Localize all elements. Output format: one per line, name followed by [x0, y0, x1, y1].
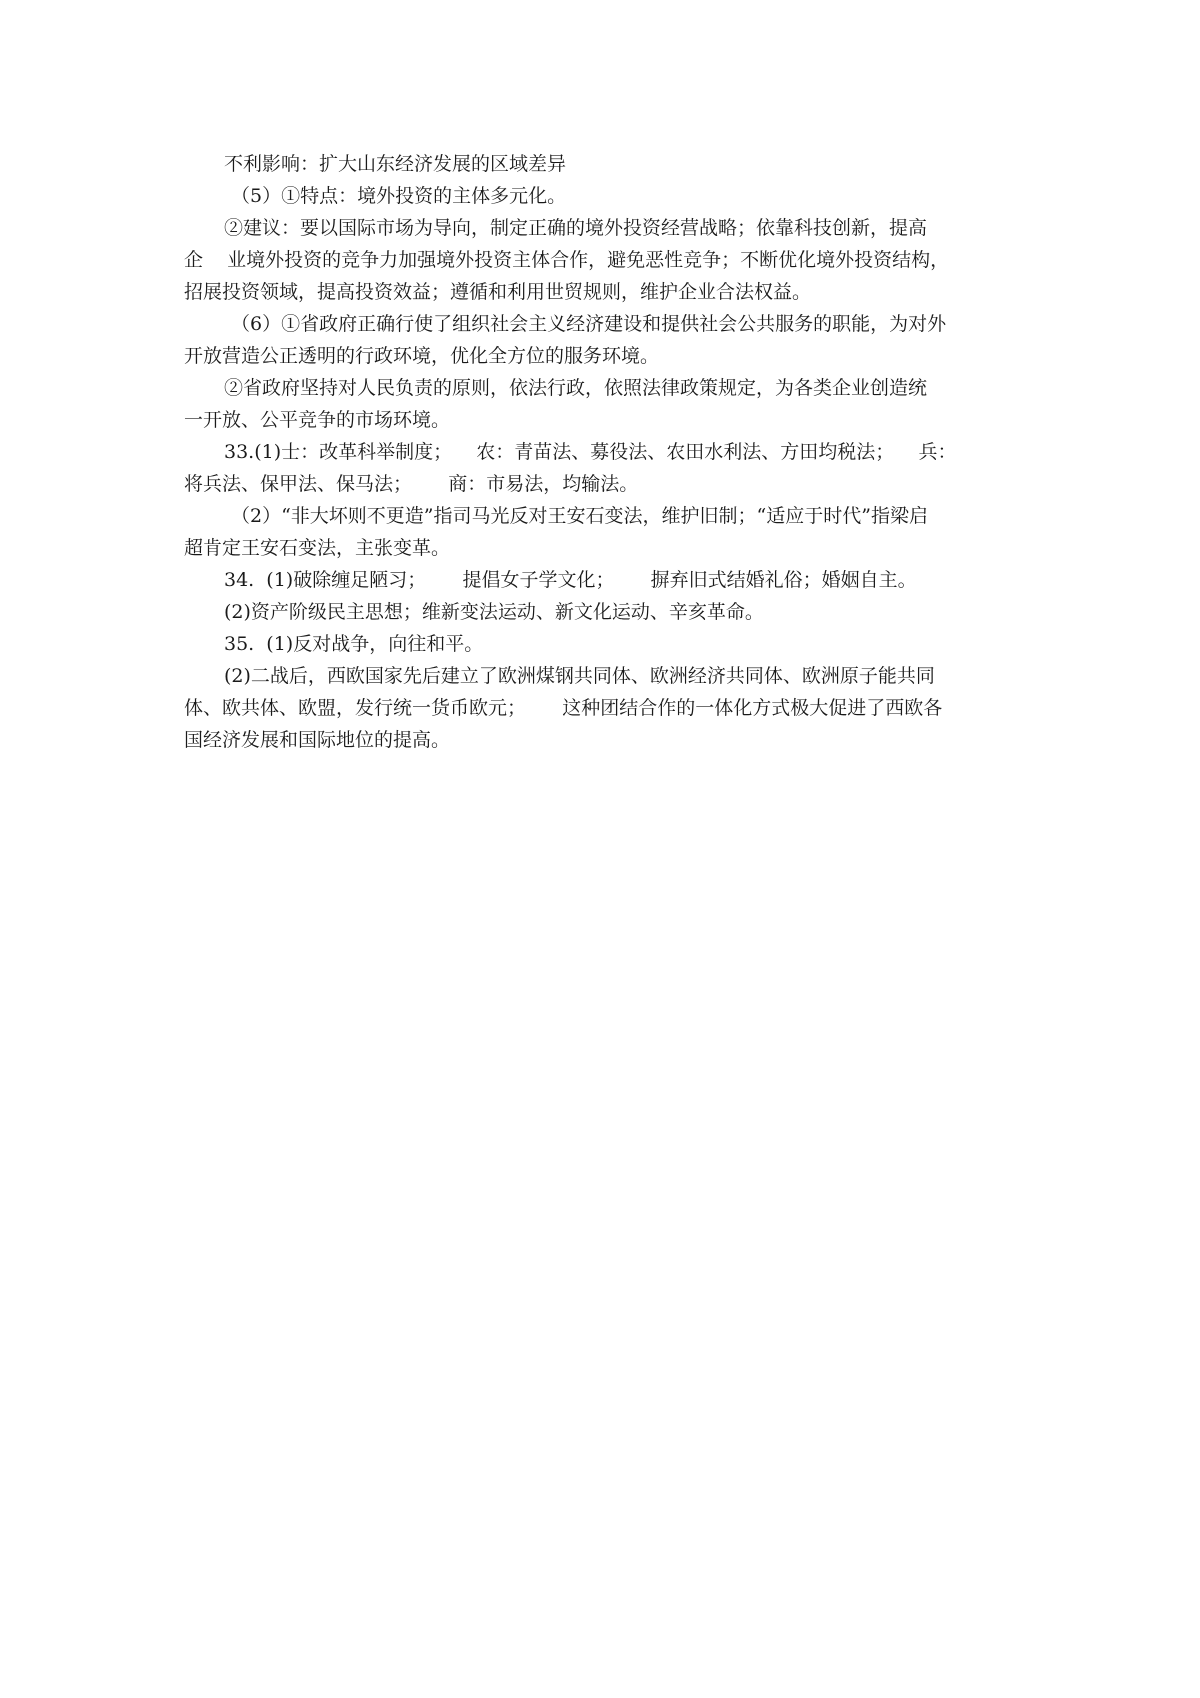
text-line: (2)资产阶级民主思想；维新变法运动、新文化运动、辛亥革命。 — [224, 601, 764, 623]
text-line: 不利影响：扩大山东经济发展的区域差异 — [224, 153, 567, 175]
text-line: （2）“非大坏则不更造”指司马光反对王安石变法，维护旧制；“适应于时代”指梁启 — [231, 505, 928, 527]
text-line: 体、欧共体、欧盟，发行统一货币欧元； 这种团结合作的一体化方式极大促进了西欧各 — [184, 697, 943, 719]
text-line: 一开放、公平竞争的市场环境。 — [184, 409, 451, 431]
text-line: (2)二战后，西欧国家先后建立了欧洲煤钢共同体、欧洲经济共同体、欧洲原子能共同 — [224, 665, 935, 687]
text-line: 33.(1)士：改革科举制度； 农：青苗法、募役法、农田水利法、方田均税法； 兵： — [224, 441, 957, 463]
text-line: 企 业境外投资的竞争力加强境外投资主体合作，避免恶性竞争；不断优化境外投资结构， — [184, 249, 950, 271]
text-line: ②省政府坚持对人民负责的原则，依法行政，依照法律政策规定，为各类企业创造统 — [224, 377, 928, 399]
text-line: 超肯定王安石变法，主张变革。 — [184, 537, 451, 559]
text-line: 招展投资领域，提高投资效益；遵循和利用世贸规则，维护企业合法权益。 — [184, 281, 812, 303]
text-line: 将兵法、保甲法、保马法； 商：市易法，均输法。 — [184, 473, 639, 495]
text-line: （6）①省政府正确行使了组织社会主义经济建设和提供社会公共服务的职能，为对外 — [231, 313, 947, 335]
text-line: （5）①特点：境外投资的主体多元化。 — [231, 185, 567, 207]
text-line: 开放营造公正透明的行政环境，优化全方位的服务环境。 — [184, 345, 660, 367]
text-line: 国经济发展和国际地位的提高。 — [184, 729, 451, 751]
text-line: 35. (1)反对战争，向往和平。 — [224, 633, 484, 655]
text-line: ②建议：要以国际市场为导向，制定正确的境外投资经营战略；依靠科技创新，提高 — [224, 217, 928, 239]
answer-text-block — [184, 148, 1022, 756]
text-line: 34. (1)破除缠足陋习； 提倡女子学文化； 摒弃旧式结婚礼俗；婚姻自主。 — [224, 569, 917, 591]
